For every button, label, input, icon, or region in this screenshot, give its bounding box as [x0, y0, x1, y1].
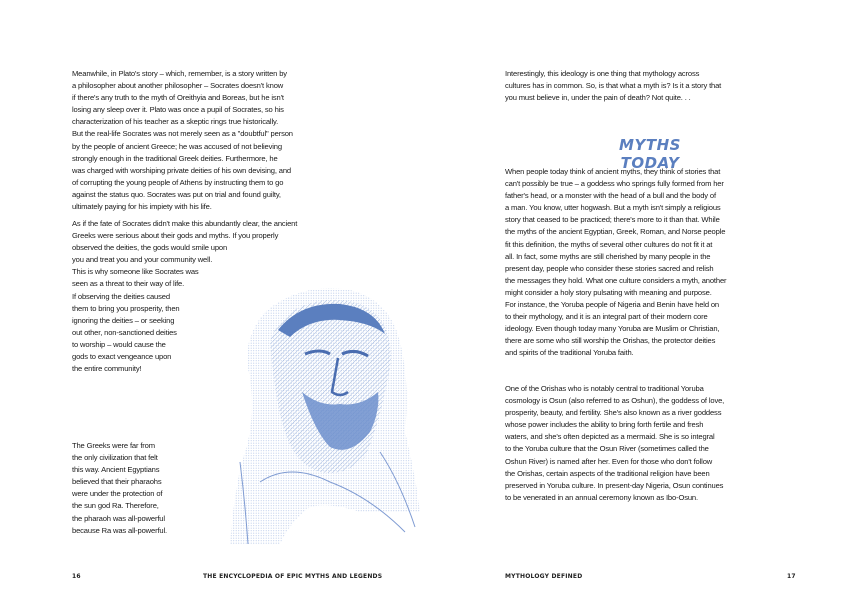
text-line: Greeks were serious about their gods and myths. If you properly [72, 231, 279, 241]
text-line: Meanwhile, in Plato's story – which, remember, is a story written by [72, 69, 287, 78]
text-line: and spirits of the traditional Yoruba faith. [505, 348, 634, 358]
text-line: story that ceased to be practiced; there's more to it than that. While [505, 215, 720, 225]
text-line: Oshun River) is named after her. Even for those who don't follow [505, 456, 713, 466]
text-line: This is why someone like Socrates was [72, 267, 199, 277]
text-line: observed the deities, the gods would smile upon [72, 243, 228, 253]
text-line: When people today think of ancient myths, they think of stories that [505, 167, 721, 176]
text-line: was charged with worshiping private deities of his own devising, and [72, 165, 292, 175]
text-line: the messages they hold. What one culture considers a myth, another [505, 275, 727, 285]
text-line: preserved in Yoruba culture. In present-day Nigeria, Osun continues [505, 480, 724, 490]
section-heading: MYTHS TODAY [619, 136, 681, 172]
right-intro-paragraph [505, 68, 721, 104]
text-line: ultimately paying for his impiety with his life. [72, 202, 212, 212]
text-line: father's head, or a monster with the head of a bull and the body of [505, 191, 716, 201]
text-line: ideology. Even though today many Yoruba are Muslim or Christian, [505, 324, 720, 334]
right-running-title: MYTHOLOGY DEFINED [505, 573, 583, 580]
text-line: As if the fate of Socrates didn't make this abundantly clear, the ancient [72, 219, 298, 228]
text-line: characterization of his teacher as a skeptic rings true historically. [72, 117, 279, 127]
text-line: were under the protection of [72, 489, 163, 499]
text-line: a philosopher about another philosopher – Socrates doesn't know [72, 81, 284, 91]
text-line: losing any sleep over it. Plato was once a pupil of Socrates, so his [72, 105, 284, 115]
text-line: the pharaoh was all-powerful [72, 513, 165, 523]
text-line: believed that their pharaohs [72, 477, 162, 487]
text-line: the myths of the ancient Egyptian, Greek, Roman, and Norse people [505, 227, 726, 237]
right-paragraph-1 [505, 166, 726, 360]
text-line: because Ra was all-powerful. [72, 525, 167, 535]
text-line: can't possibly be true – a goddess who springs fully formed from her [505, 179, 724, 189]
text-line: you must believe in, under the pain of death? Not quite. . . [505, 93, 691, 103]
text-line: to be venerated in an annual ceremony known as Ibo-Osun. [505, 492, 698, 502]
text-line: strongly enough in the traditional Greek deities. Furthermore, he [72, 153, 278, 163]
text-line: them to bring you prosperity, then [72, 303, 180, 313]
socrates-bust-illustration [230, 282, 420, 544]
text-line: But the real-life Socrates was not merely seen as a "doubtful" person [72, 129, 293, 139]
left-page-number: 16 [72, 573, 81, 580]
text-line: The Greeks were far from [72, 441, 155, 450]
text-line: fit this definition, the myths of several other cultures do not fit it at [505, 239, 713, 249]
text-line: the only civilization that felt [72, 453, 158, 463]
text-line: cosmology is Osun (also referred to as Oshun), the goddess of love, [505, 396, 725, 406]
text-line: against the status quo. Socrates was put on trial and found guilty, [72, 189, 281, 199]
text-line: to the Yoruba culture that the Osun River (sometimes called the [505, 444, 709, 454]
text-line: present day, people who consider these stories sacred and relish [505, 263, 714, 273]
text-line: to their mythology, and it is an integral part of their modern core [505, 312, 708, 322]
text-line: you and treat you and your community well. [72, 255, 213, 265]
text-line: if there's any truth to the myth of Oreithyia and Boreas, but he isn't [72, 93, 284, 103]
text-line: might consider a holy story pulsating with meaning and purpose. [505, 287, 712, 297]
text-line: to worship – would cause the [72, 339, 166, 349]
left-paragraph-1 [72, 68, 293, 213]
text-line: waters, and she's often depicted as a mermaid. She is so integral [505, 432, 715, 442]
text-line: the sun god Ra. Therefore, [72, 501, 159, 511]
text-line: of corrupting the young people of Athens by instructing them to go [72, 177, 284, 187]
right-paragraph-2 [505, 383, 724, 504]
text-line: gods to exact vengeance upon [72, 352, 172, 362]
left-paragraph-3 [72, 440, 167, 537]
text-line: there are some who still worship the Orishas, the protector deities [505, 336, 716, 346]
text-line: If observing the deities caused [72, 291, 170, 301]
text-line: Interestingly, this ideology is one thing that mythology across [505, 69, 700, 78]
text-line: all. In fact, some myths are still cherished by many people in the [505, 251, 711, 261]
text-line: the entire community! [72, 364, 142, 374]
text-line: One of the Orishas who is notably central to traditional Yoruba [505, 384, 704, 393]
right-page-number: 17 [787, 573, 796, 580]
text-line: cultures has in common. So, is that what a myth is? Is it a story that [505, 81, 722, 91]
text-line: ignoring the deities – or seeking [72, 315, 175, 325]
text-line: a man. You know, utter hogwash. But a myth isn't simply a religious [505, 203, 721, 213]
text-line: For instance, the Yoruba people of Nigeria and Benin have held on [505, 300, 720, 310]
text-line: prosperity, beauty, and fertility. She's also known as a river goddess [505, 408, 722, 418]
text-line: out other, non-sanctioned deities [72, 327, 177, 337]
text-line: by the people of ancient Greece; he was accused of not believing [72, 141, 282, 151]
text-line: this way. Ancient Egyptians [72, 465, 160, 475]
left-running-title: THE ENCYCLOPEDIA OF EPIC MYTHS AND LEGENDS [203, 573, 383, 580]
text-line: the Orishas, certain aspects of the traditional religion have been [505, 468, 710, 478]
text-line: seen as a threat to their way of life. [72, 279, 185, 289]
text-line: whose power includes the ability to bring forth fertile and fresh [505, 420, 704, 430]
